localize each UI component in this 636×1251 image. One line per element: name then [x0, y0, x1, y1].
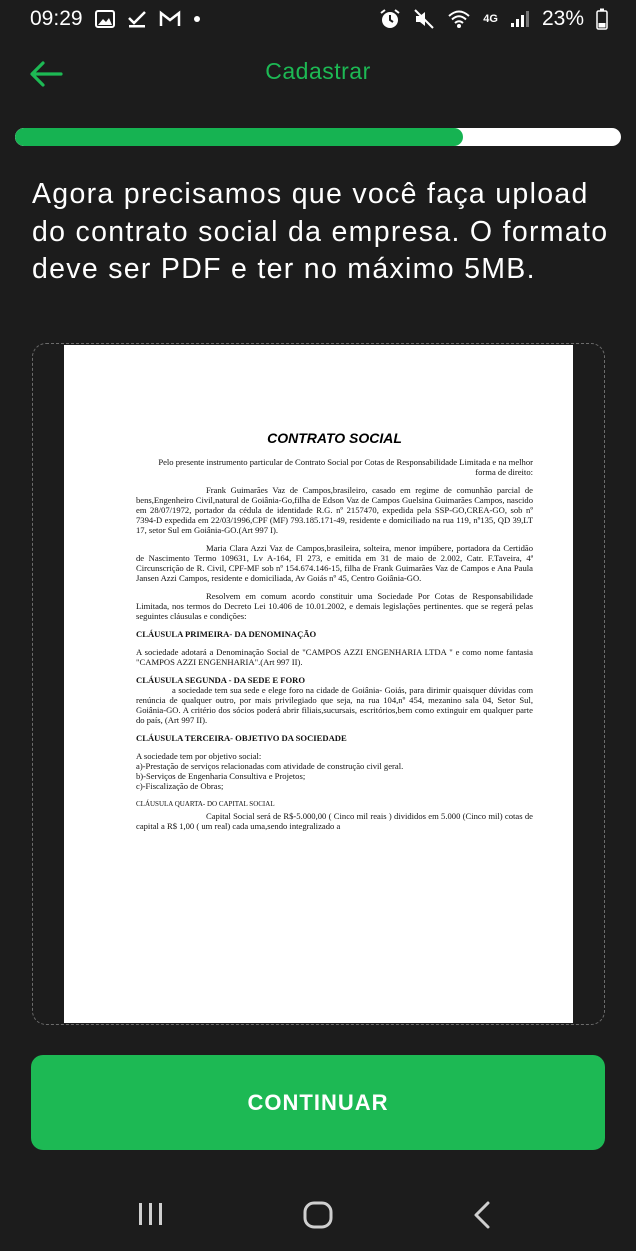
page-title: Cadastrar	[265, 58, 371, 84]
download-done-icon	[127, 10, 147, 28]
clause-heading: CLÁUSULA TERCEIRA- OBJETIVO DA SOCIEDADE	[136, 733, 347, 743]
continue-button[interactable]: CONTINUAR	[31, 1055, 605, 1150]
document-paragraph: Resolvem em comum acordo constituir uma Sociedade Por Cotas de Responsabilidade Limitada, nos termos do Decreto Lei 10.406 de 10.01.2002, e demais legislações pertinentes. que se regerá pelas seguintes cláusulas e condições:	[136, 591, 533, 621]
back-chevron-icon	[466, 1200, 500, 1230]
home-button[interactable]	[298, 1200, 338, 1230]
alarm-icon	[379, 8, 401, 30]
app-bar	[0, 50, 636, 96]
status-time: 09:29	[30, 7, 83, 30]
back-nav-button[interactable]	[466, 1200, 500, 1230]
status-bar	[0, 0, 636, 38]
progress-bar	[15, 128, 621, 146]
clause-text: Capital Social será de R$-5.000,00 ( Cinco mil reais ) divididos em 5.000 (Cinco mil) cotas de capital a R$ 1,00 ( um real) cada uma,sendo integralizado a	[136, 811, 533, 831]
clause-heading: CLÁUSULA SEGUNDA - DA SEDE E FORO	[136, 675, 306, 685]
dot-icon	[193, 15, 201, 23]
home-icon	[298, 1200, 338, 1230]
clause-line: A sociedade tem por objetivo social:	[136, 751, 262, 761]
progress-fill	[15, 128, 463, 146]
clause-text: a sociedade tem sua sede e elege foro na cidade de Goiânia- Goiás, para dirimir quaisquer dúvidas com renúncia de qualquer outro, por mais privilegiado que seja, na rua 104,nº 454, mezanino sala 04, Setor Sul, Goiânia-GO. A critério dos sócios poderá abrir filiais,sucursais, escritórios,bem como extinguir em qualquer parte do país, (Art 997 II).	[136, 685, 533, 725]
mute-icon	[413, 8, 435, 30]
clause-heading: CLÁUSULA PRIMEIRA- DA DENOMINAÇÃO	[136, 629, 317, 639]
recent-apps-button[interactable]	[132, 1200, 170, 1228]
document-intro: Pelo presente instrumento particular de Contrato Social por Cotas de Responsabilidade Limitada e na melhor forma de direito:	[158, 457, 533, 477]
battery-icon	[596, 8, 608, 30]
network-type: 4G	[483, 12, 498, 25]
document-title: CONTRATO SOCIAL	[267, 430, 402, 446]
status-right	[379, 7, 608, 31]
status-left	[30, 7, 201, 31]
instruction-text: Agora precisamos que você faça upload do contrato social da empresa. O formato deve ser PDF e ter no máximo 5MB.	[32, 178, 609, 285]
clause-line: a)-Prestação de serviços relacionadas com atividade de construção civil geral.	[136, 761, 404, 771]
clause-line: c)-Fiscalização de Obras;	[136, 781, 224, 791]
clause-line: b)-Serviços de Engenharia Consultiva e Projetos;	[136, 771, 306, 781]
image-icon	[95, 10, 115, 28]
signal-icon	[510, 10, 530, 28]
recent-apps-icon	[132, 1200, 170, 1228]
system-nav-bar	[0, 1180, 636, 1251]
document-paragraph: Maria Clara Azzi Vaz de Campos,brasileira, solteira, menor impúbere, portadora da Certidão de Nascimento Termo 109631, Lv A-164, Fl 273, e emitida em 31 de maio de 2.002, Catr. F.Taveira, 4ª Circunscrição de R. Civil, CPF-MF sob nº 154.674.146-15, filha de Frank Guimarães Vaz de Campos e Ana Paula Jansen Azzi Campos, residente e domiciliada, Av Goiás nº 45, Centro Goiânia-GO.	[136, 543, 533, 583]
document-paragraph: Frank Guimarães Vaz de Campos,brasileiro, casado em regime de comunhão parcial de bens,Engenheiro Civil,natural de Goiânia-Go,filha de Edson Vaz de Campos Guelsina Guimarães Campos, nascido em 28/07/1972, portador da cédula de identidade R.G. nº 2157470, expedida pela SSP-GO,CREA-GO, sob nº 7394-D expedida em 22/03/1996,CPF (MF) 793.185.171-49, residente e domiciliado na rua 119, nº135, QD 39,LT 17, setor Sul em Goiânia-GO.(Art 997 I).	[136, 485, 533, 535]
wifi-icon	[447, 9, 471, 29]
clause-heading: CLÁUSULA QUARTA- DO CAPITAL SOCIAL	[136, 800, 275, 808]
gmail-icon	[159, 10, 181, 28]
document-preview[interactable]	[64, 345, 573, 1023]
battery-percent: 23%	[541, 7, 584, 30]
clause-text: A sociedade adotará a Denominação Social de "CAMPOS AZZI ENGENHARIA LTDA " e como nome fantasia "CAMPOS AZZI ENGENHARIA".(Art 997 II).	[136, 647, 533, 667]
